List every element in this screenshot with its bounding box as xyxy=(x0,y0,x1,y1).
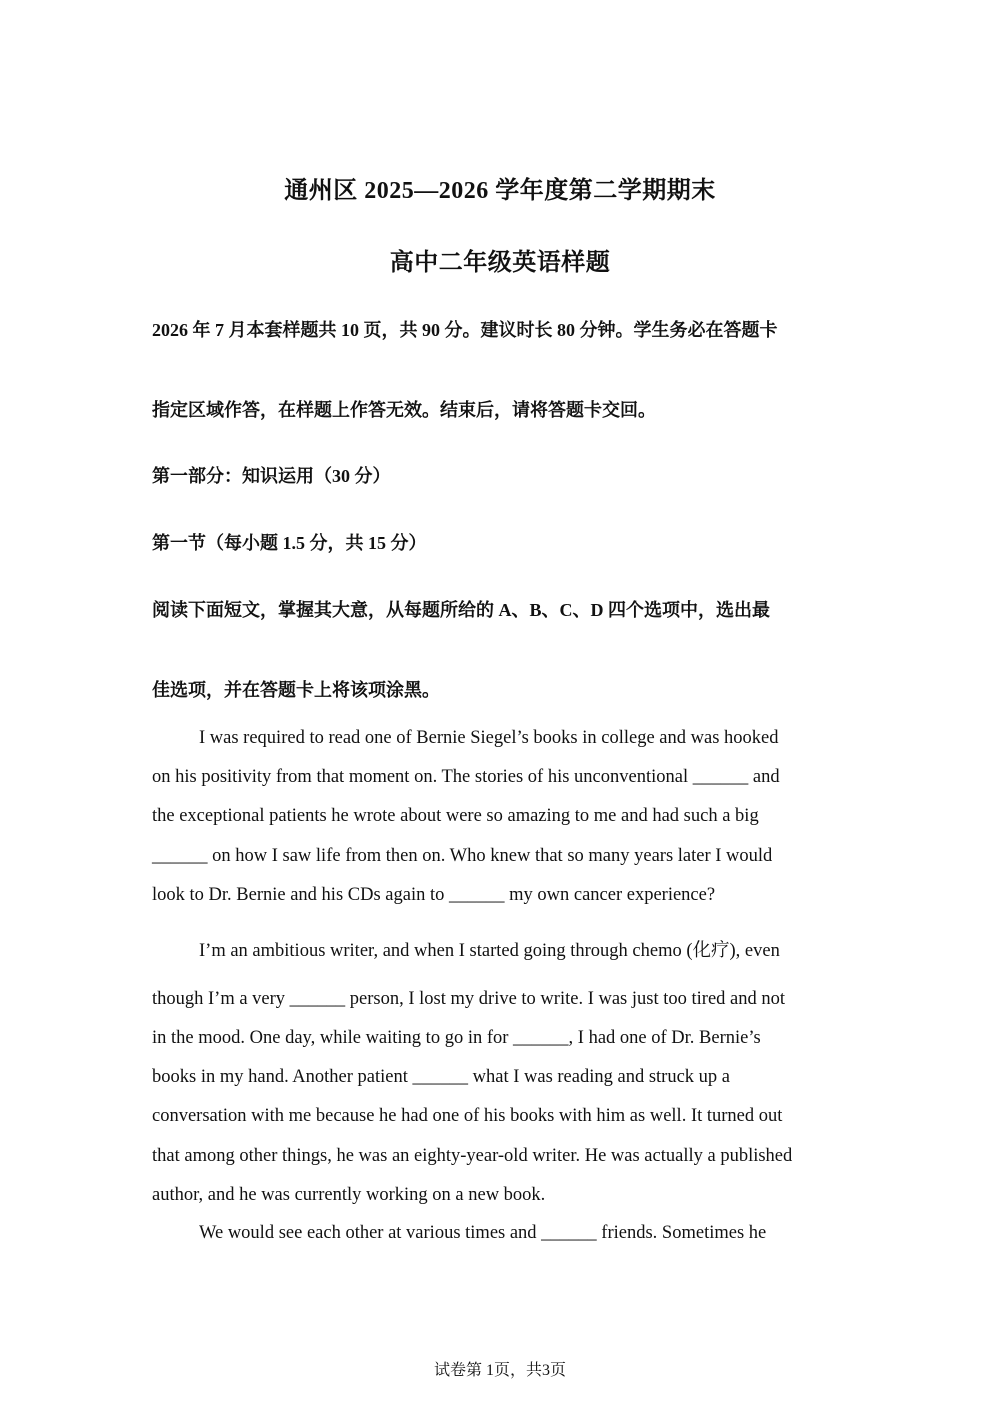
page-footer: 试卷第 1页，共3页 xyxy=(433,1362,566,1379)
instructions-line-2: 指定区域作答，在样题上作答无效。结束后，请将答题卡交回。 xyxy=(152,400,656,420)
part-heading: 第一部分：知识运用（30 分） xyxy=(152,466,391,486)
exam-title: 通州区 2025—2026 学年度第二学期期末 xyxy=(284,178,716,204)
passage-line: I’m an ambitious writer, and when I started going through chemo (化疗), even xyxy=(199,941,780,961)
passage-line: books in my hand. Another patient ______ what I was reading and struck up a xyxy=(152,1067,731,1087)
passage-line: author, and he was currently working on a new book. xyxy=(152,1185,546,1205)
passage-line: on his positivity from that moment on. The stories of his unconventional ______ and xyxy=(152,767,780,787)
passage-line: that among other things, he was an eighty-year-old writer. He was actually a published xyxy=(152,1146,793,1166)
passage-line: We would see each other at various times and ______ friends. Sometimes he xyxy=(199,1223,767,1243)
directions-line-1: 阅读下面短文，掌握其大意，从每题所给的 A、B、C、D 四个选项中，选出最 xyxy=(152,600,770,620)
subsection-heading: 第一节（每小题 1.5 分，共 15 分） xyxy=(152,533,427,553)
passage-line: I was required to read one of Bernie Siegel’s books in college and was hooked xyxy=(199,728,779,748)
directions-line-2: 佳选项，并在答题卡上将该项涂黑。 xyxy=(152,680,440,700)
passage-line: conversation with me because he had one of his books with him as well. It turned out xyxy=(152,1106,783,1126)
passage-line: the exceptional patients he wrote about were so amazing to me and had such a big xyxy=(152,806,759,826)
passage-line: in the mood. One day, while waiting to go in for ______, I had one of Dr. Bernie’s xyxy=(152,1028,761,1048)
instructions-line-1: 2026 年 7 月本套样题共 10 页，共 90 分。建议时长 80 分钟。学生务必在答题卡 xyxy=(152,320,778,340)
passage-line: though I’m a very ______ person, I lost my drive to write. I was just too tired and not xyxy=(152,989,786,1009)
passage-line: ______ on how I saw life from then on. Who knew that so many years later I would xyxy=(152,846,773,866)
exam-subtitle: 高中二年级英语样题 xyxy=(389,250,611,276)
passage-line: look to Dr. Bernie and his CDs again to ______ my own cancer experience? xyxy=(152,885,716,905)
